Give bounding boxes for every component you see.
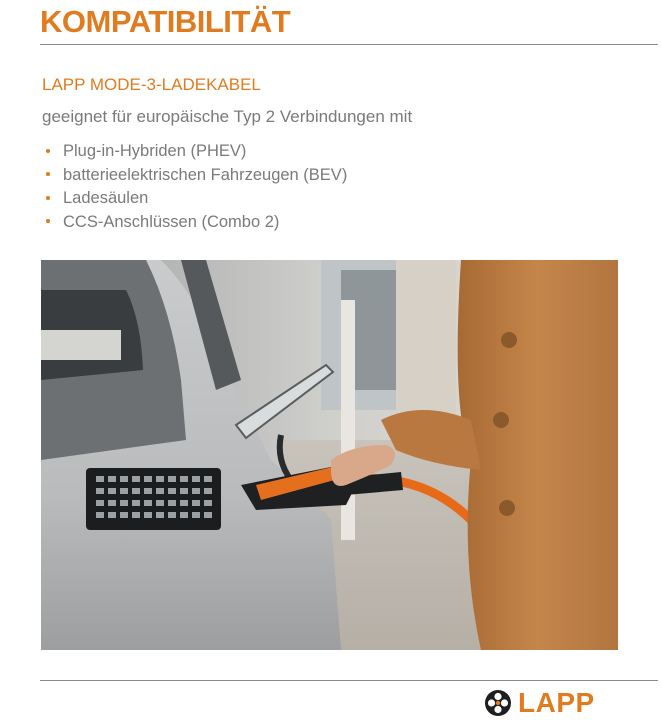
list-item bbox=[46, 140, 347, 164]
lapp-logo-text: LAPP bbox=[518, 687, 595, 718]
lapp-logo bbox=[484, 688, 595, 718]
bullet-icon bbox=[46, 219, 50, 223]
page-title: KOMPATIBILITÄT bbox=[40, 4, 291, 39]
bullet-icon bbox=[46, 172, 50, 176]
list-item-label: Plug-in-Hybriden (PHEV) bbox=[63, 142, 247, 160]
intro-text: geeignet für europäische Typ 2 Verbindungen mit bbox=[42, 107, 413, 126]
list-item-label: batterieelektrischen Fahrzeugen (BEV) bbox=[63, 165, 348, 184]
bullet-icon bbox=[46, 149, 50, 153]
list-item bbox=[46, 164, 347, 188]
ev-charging-illustration bbox=[41, 260, 618, 650]
list-item-label: Ladesäulen bbox=[63, 189, 149, 207]
footer-divider bbox=[40, 680, 658, 681]
list-item bbox=[46, 187, 347, 211]
charging-photo bbox=[41, 260, 618, 650]
list-item-label: CCS-Anschlüssen (Combo 2) bbox=[63, 212, 280, 231]
bullet-icon bbox=[46, 196, 50, 200]
compatibility-list bbox=[46, 140, 347, 234]
section-subtitle: LAPP MODE-3-LADEKABEL bbox=[42, 75, 261, 94]
list-item bbox=[46, 211, 347, 235]
lapp-logo-icon bbox=[484, 689, 512, 717]
title-divider bbox=[40, 44, 658, 45]
